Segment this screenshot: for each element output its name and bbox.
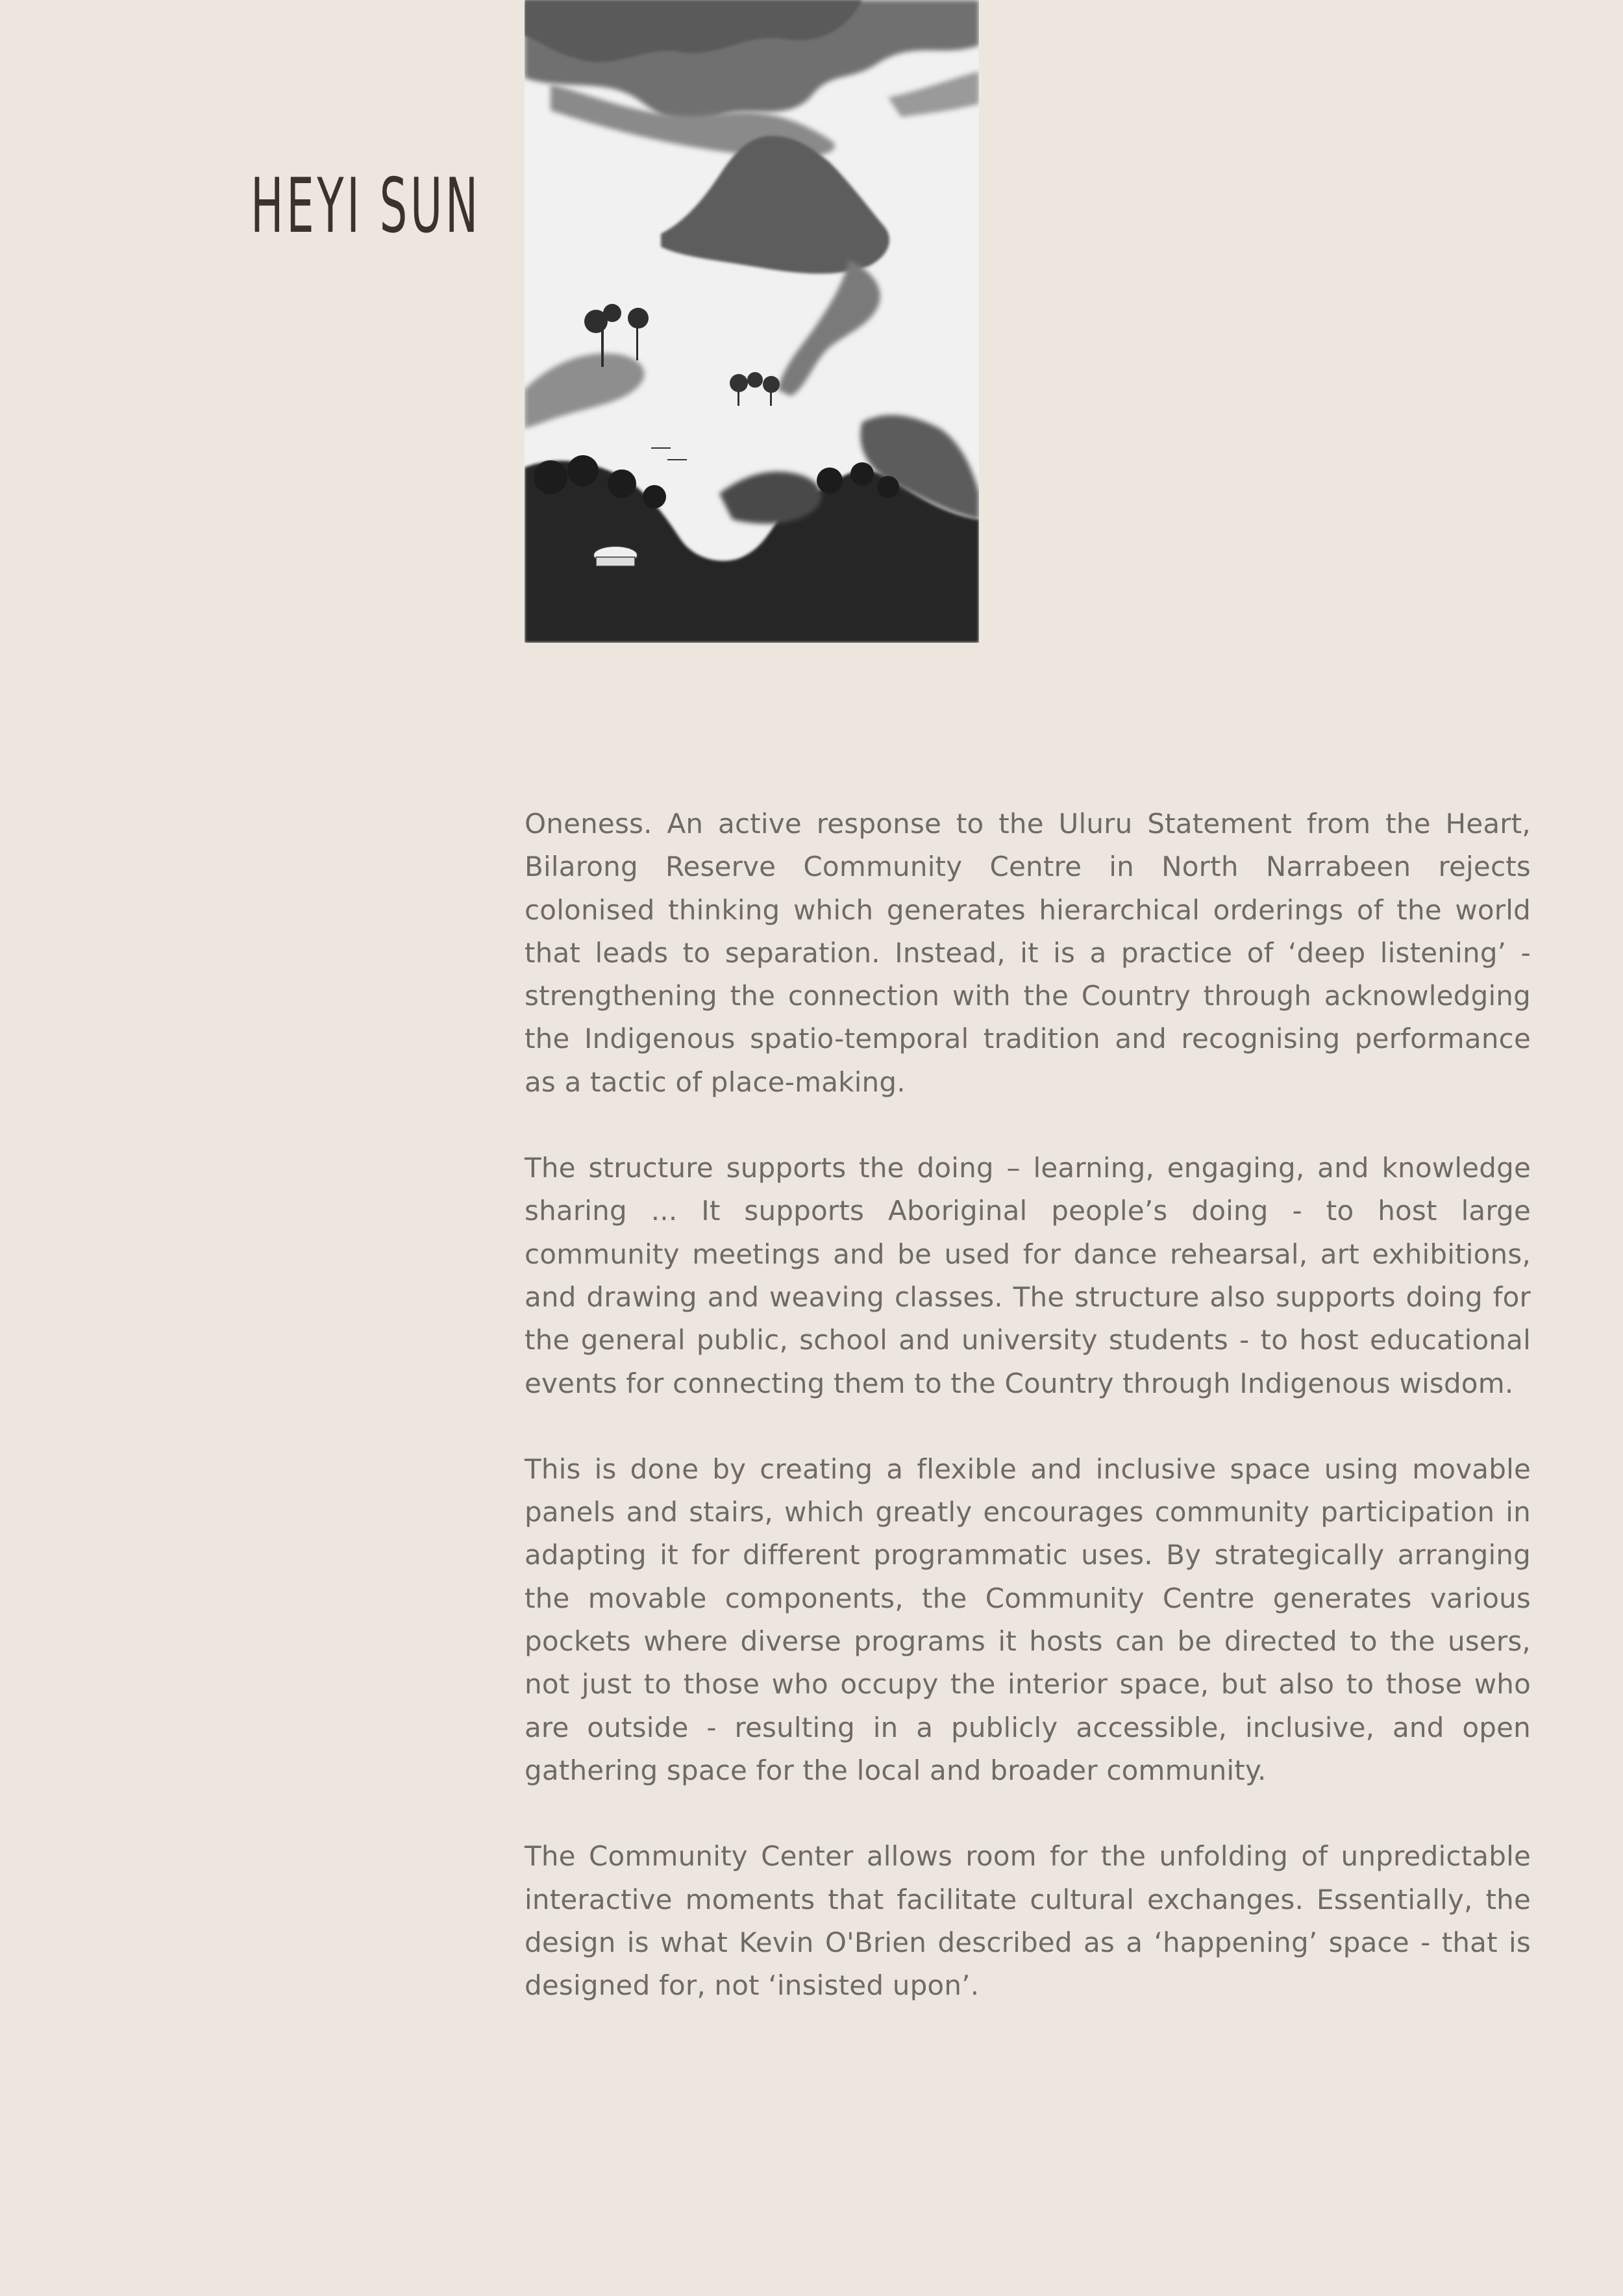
essay-paragraph-2: The structure supports the doing – learning, engaging, and knowledge sharing ... It supports Aboriginal people’s doing - to host large community meetings and be used for dance rehearsal, art exhibitions, and drawing and weaving classes. The structure also supports doing for the general public, school and university students - to host educational events for connecting them to the Country through Indigenous wisdom.: [525, 1152, 1531, 1399]
essay-paragraph-3: This is done by creating a flexible and inclusive space using movable panels and stairs, which greatly encourages community participation in adapting it for different programmatic uses. By strategically arranging the movable components, the Community Centre generates various pockets where diverse programs it hosts can be directed to the users, not just to those who occupy the interior space, but also to those who are outside - resulting in a publicly accessible, inclusive, and open gathering space for the local and broader community.: [525, 1453, 1531, 1786]
ink-landscape-artwork: [525, 0, 979, 643]
essay-paragraph-4: The Community Center allows room for the unfolding of unpredictable interactive moments that facilitate cultural exchanges. Essentially, the design is what Kevin O'Brien described as a ‘happening’ space - that is designed for, not ‘insisted upon’.: [525, 1840, 1531, 2002]
essay-body: [525, 803, 1531, 2050]
author-name: HEYI SUN: [251, 162, 481, 250]
essay-paragraph-1: Oneness. An active response to the Uluru Statement from the Heart, Bilarong Reserve Community Centre in North Narrabeen rejects colonised thinking which generates hierarchical orderings of the world that leads to separation. Instead, it is a practice of ‘deep listening’ - strengthening the connection with the Country through acknowledging the Indigenous spatio-temporal tradition and recognising performance as a tactic of place-making.: [525, 808, 1531, 1098]
pavilion-base: [596, 557, 635, 566]
